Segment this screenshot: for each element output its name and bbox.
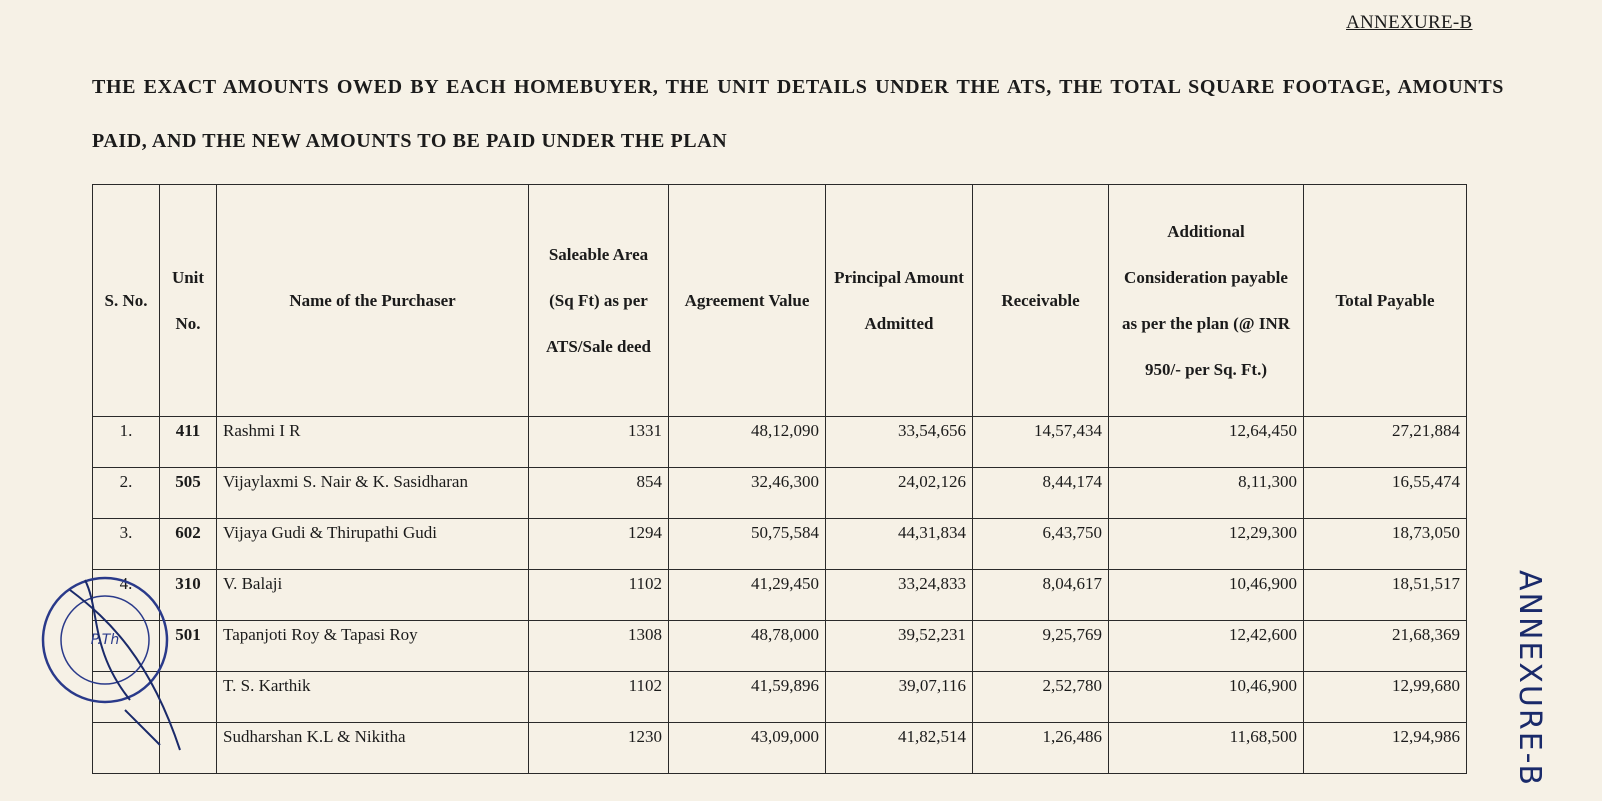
cell-area: 854 bbox=[529, 468, 669, 519]
cell-agreement: 48,78,000 bbox=[669, 621, 826, 672]
cell-receivable: 9,25,769 bbox=[973, 621, 1109, 672]
cell-name: V. Balaji bbox=[217, 570, 529, 621]
homebuyer-table bbox=[92, 184, 1467, 774]
header-unit: Unit No. bbox=[160, 185, 217, 417]
cell-total: 12,94,986 bbox=[1304, 723, 1467, 774]
cell-additional: 12,64,450 bbox=[1109, 417, 1304, 468]
cell-additional: 8,11,300 bbox=[1109, 468, 1304, 519]
cell-unit: 411 bbox=[160, 417, 217, 468]
cell-additional: 11,68,500 bbox=[1109, 723, 1304, 774]
header-additional: Additional Consideration payable as per the plan (@ INR 950/- per Sq. Ft.) bbox=[1109, 185, 1304, 417]
table-header-row bbox=[93, 185, 1467, 417]
header-receivable: Receivable bbox=[973, 185, 1109, 417]
cell-principal: 39,07,116 bbox=[826, 672, 973, 723]
table-row bbox=[93, 621, 1467, 672]
stamp-seal-icon bbox=[30, 560, 200, 760]
cell-additional: 10,46,900 bbox=[1109, 672, 1304, 723]
cell-unit: 310 bbox=[160, 570, 217, 621]
cell-agreement: 32,46,300 bbox=[669, 468, 826, 519]
cell-sno: 2. bbox=[93, 468, 160, 519]
document-heading: THE EXACT AMOUNTS OWED BY EACH HOMEBUYER, THE UNIT DETAILS UNDER THE ATS, THE TOTAL SQUARE FOOTAGE, AMOUNTS PAID, AND THE NEW AMOUNTS TO BE PAID UNDER THE PLAN bbox=[92, 76, 1504, 152]
header-principal: Principal Amount Admitted bbox=[826, 185, 973, 417]
cell-unit: 501 bbox=[160, 621, 217, 672]
cell-name: Tapanjoti Roy & Tapasi Roy bbox=[217, 621, 529, 672]
table-row bbox=[93, 417, 1467, 468]
svg-text:P.Th: P.Th bbox=[90, 632, 120, 648]
cell-area: 1331 bbox=[529, 417, 669, 468]
cell-principal: 39,52,231 bbox=[826, 621, 973, 672]
cell-total: 18,51,517 bbox=[1304, 570, 1467, 621]
header-sno: S. No. bbox=[93, 185, 160, 417]
annexure-label: ANNEXURE-B bbox=[1346, 12, 1473, 33]
cell-additional: 12,42,600 bbox=[1109, 621, 1304, 672]
table-row bbox=[93, 570, 1467, 621]
cell-agreement: 50,75,584 bbox=[669, 519, 826, 570]
cell-unit: 505 bbox=[160, 468, 217, 519]
cell-area: 1308 bbox=[529, 621, 669, 672]
cell-principal: 41,82,514 bbox=[826, 723, 973, 774]
table-row bbox=[93, 468, 1467, 519]
header-area: Saleable Area (Sq Ft) as per ATS/Sale deed bbox=[529, 185, 669, 417]
cell-principal: 44,31,834 bbox=[826, 519, 973, 570]
cell-receivable: 1,26,486 bbox=[973, 723, 1109, 774]
cell-additional: 12,29,300 bbox=[1109, 519, 1304, 570]
cell-agreement: 41,59,896 bbox=[669, 672, 826, 723]
cell-receivable: 6,43,750 bbox=[973, 519, 1109, 570]
cell-total: 12,99,680 bbox=[1304, 672, 1467, 723]
cell-principal: 33,54,656 bbox=[826, 417, 973, 468]
cell-total: 27,21,884 bbox=[1304, 417, 1467, 468]
cell-area: 1102 bbox=[529, 570, 669, 621]
cell-sno: 4. bbox=[93, 570, 160, 621]
cell-receivable: 8,04,617 bbox=[973, 570, 1109, 621]
handwritten-annexure-note: ANNEXURE-B bbox=[1512, 570, 1547, 788]
cell-unit: 602 bbox=[160, 519, 217, 570]
cell-receivable: 2,52,780 bbox=[973, 672, 1109, 723]
cell-name: Rashmi I R bbox=[217, 417, 529, 468]
cell-name: Sudharshan K.L & Nikitha bbox=[217, 723, 529, 774]
table-row bbox=[93, 519, 1467, 570]
cell-total: 18,73,050 bbox=[1304, 519, 1467, 570]
cell-agreement: 48,12,090 bbox=[669, 417, 826, 468]
cell-agreement: 43,09,000 bbox=[669, 723, 826, 774]
cell-sno: 3. bbox=[93, 519, 160, 570]
cell-receivable: 8,44,174 bbox=[973, 468, 1109, 519]
header-total: Total Payable bbox=[1304, 185, 1467, 417]
table-row bbox=[93, 672, 1467, 723]
cell-area: 1230 bbox=[529, 723, 669, 774]
cell-principal: 24,02,126 bbox=[826, 468, 973, 519]
cell-area: 1294 bbox=[529, 519, 669, 570]
cell-sno: 1. bbox=[93, 417, 160, 468]
cell-agreement: 41,29,450 bbox=[669, 570, 826, 621]
cell-area: 1102 bbox=[529, 672, 669, 723]
cell-total: 16,55,474 bbox=[1304, 468, 1467, 519]
cell-name: Vijaya Gudi & Thirupathi Gudi bbox=[217, 519, 529, 570]
cell-total: 21,68,369 bbox=[1304, 621, 1467, 672]
header-agreement: Agreement Value bbox=[669, 185, 826, 417]
cell-additional: 10,46,900 bbox=[1109, 570, 1304, 621]
cell-principal: 33,24,833 bbox=[826, 570, 973, 621]
header-name: Name of the Purchaser bbox=[217, 185, 529, 417]
cell-name: T. S. Karthik bbox=[217, 672, 529, 723]
table-row bbox=[93, 723, 1467, 774]
cell-receivable: 14,57,434 bbox=[973, 417, 1109, 468]
cell-name: Vijaylaxmi S. Nair & K. Sasidharan bbox=[217, 468, 529, 519]
